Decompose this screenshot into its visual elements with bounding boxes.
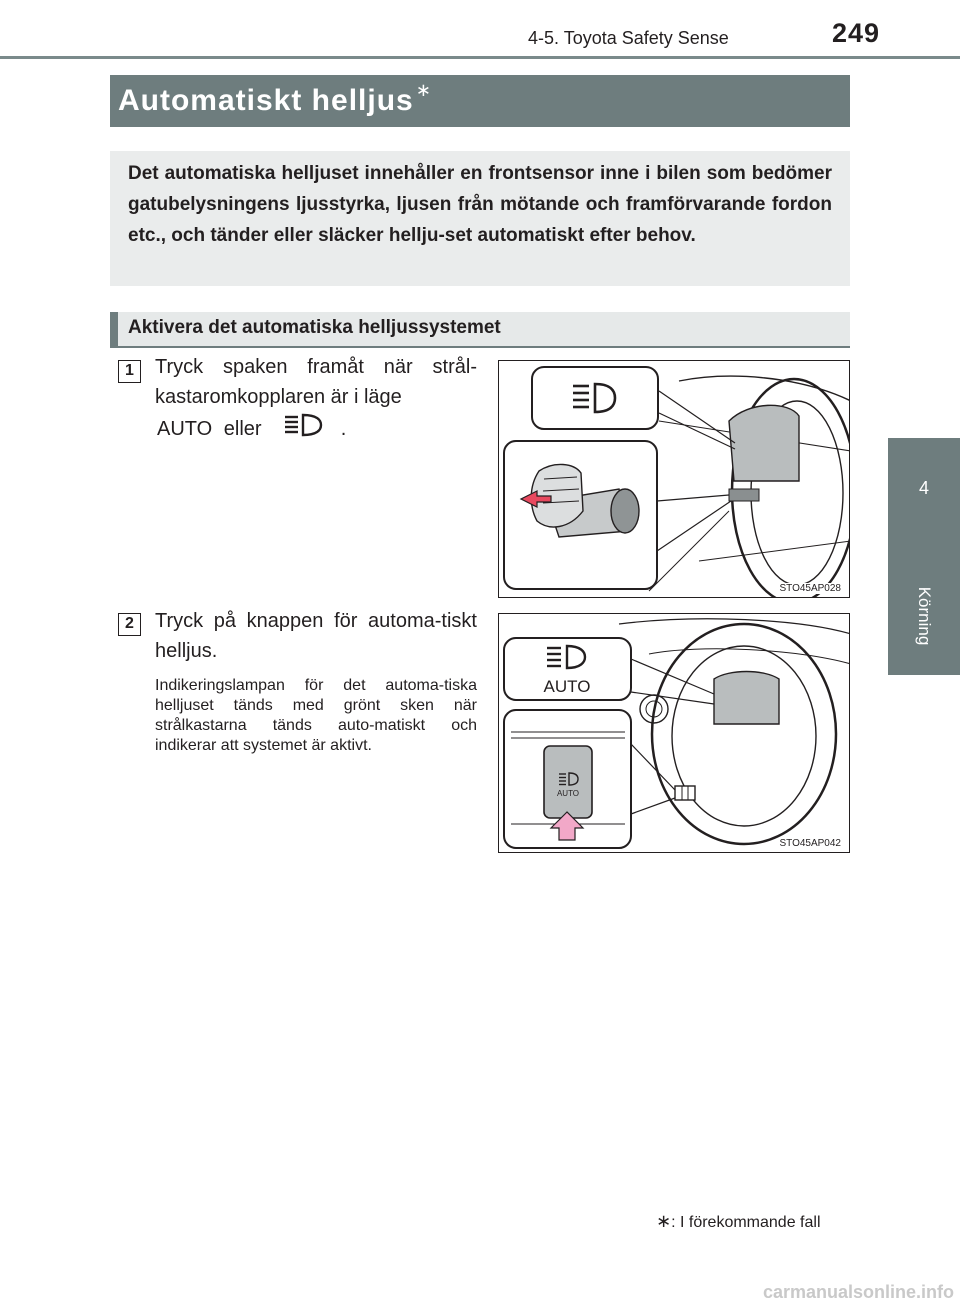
button-illustration-svg: [499, 614, 850, 853]
high-beam-icon: [281, 412, 325, 448]
step-number-2: 2: [118, 613, 141, 636]
page-title-bar: [110, 75, 850, 127]
step-1-text: [155, 352, 477, 448]
intro-paragraph: Det automatiska helljuset innehåller en frontsensor inne i bilen som bedömer gatubelysningens ljusstyrka, ljusen från mötande och framförvarande fordon etc., och tänder eller släcker hellju-set automatiskt efter behov.: [128, 163, 832, 246]
footnote-text: : I förekommande fall: [671, 1214, 821, 1231]
step-1-period: .: [340, 418, 347, 441]
step-2-note: Indikeringslampan för det automa-tiska helljuset tänds med grönt sken när strålkastarna tänds auto-matiskt och indikerar att systemet är aktivt.: [155, 677, 477, 754]
chapter-label-wrap: [912, 566, 936, 666]
step-1-text-main: Tryck spaken framåt när strål-kastaromkopplaren är i läge: [155, 356, 477, 408]
button-auto-text: AUTO: [556, 789, 580, 798]
chapter-number: 4: [918, 478, 929, 498]
illustration-lever: [498, 360, 850, 598]
page-title: [118, 80, 432, 118]
intro-box: [110, 151, 850, 286]
lever-illustration-svg: [499, 361, 850, 598]
callout-auto-text: AUTO: [543, 677, 591, 696]
section-heading: Aktivera det automatiska helljussystemet: [128, 317, 501, 338]
step-1-inline-icons: [155, 412, 477, 448]
header-section-title: 4-5. Toyota Safety Sense: [528, 28, 729, 48]
step-2-text: Tryck på knappen för automa-tiskt helljus.: [155, 610, 477, 662]
chapter-label: Körning: [915, 586, 934, 646]
figure-code-1: STO45AP028: [779, 583, 841, 594]
step-number-1: 1: [118, 360, 141, 383]
auto-mode-label: AUTO: [157, 418, 213, 441]
footnote-star: ∗: [656, 1211, 672, 1231]
watermark: carmanualsonline.info: [762, 1282, 954, 1302]
footnote: [656, 1211, 821, 1232]
header-divider: [0, 56, 960, 59]
title-asterisk: ∗: [415, 80, 432, 100]
page-title-text: Automatiskt helljus: [118, 84, 414, 117]
step-1-or: eller: [223, 418, 262, 441]
figure-code-2: STO45AP042: [779, 838, 841, 849]
section-heading-bar: [110, 312, 850, 348]
page-number: 249: [832, 18, 881, 48]
chapter-tab[interactable]: [888, 438, 960, 675]
illustration-button: [498, 613, 850, 853]
